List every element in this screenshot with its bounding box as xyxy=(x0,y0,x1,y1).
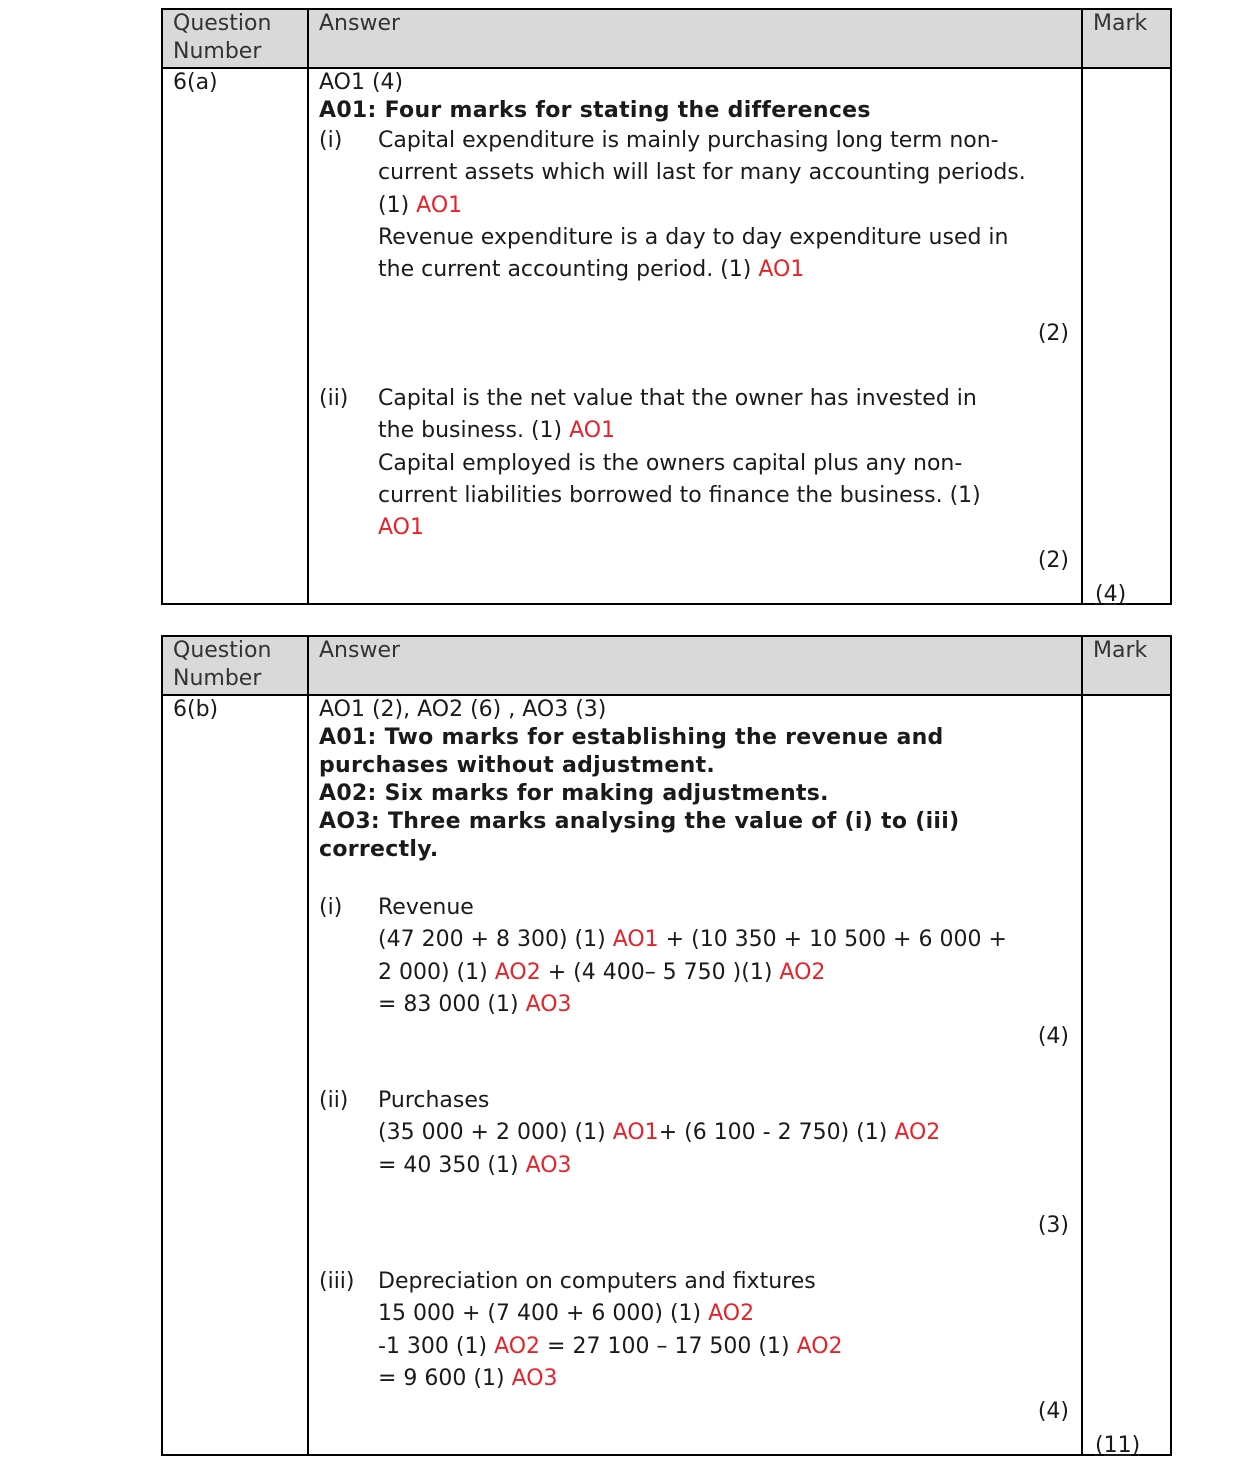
subtotal-marks: (4) xyxy=(1037,1024,1069,1049)
mark-cell xyxy=(1083,69,1170,605)
part-label: (iii) xyxy=(319,1269,355,1294)
total-marks: (4) xyxy=(1095,582,1127,607)
answer-text: Depreciation on computers and fixtures 15 000 + (7 400 + 6 000) (1) AO2 -1 300 (1) AO2 = 27 100 – 17 500 (1) AO2 = 9 600 (1) AO3 xyxy=(378,1269,843,1391)
question-number-header: Question Number xyxy=(163,637,309,694)
answer-text: Revenue (47 200 + 8 300) (1) AO1 + (10 350 + 10 500 + 6 000 + 2 000) (1) AO2 + (4 400– 5 750 )(1) AO2 = 83 000 (1) AO3 xyxy=(378,895,1007,1017)
answer-cell xyxy=(309,69,1083,605)
table-header xyxy=(163,637,1170,696)
question-number: 6(b) xyxy=(163,696,309,1456)
answer-header: Answer xyxy=(309,637,1083,694)
mark-header: Mark xyxy=(1093,638,1148,663)
ao-guidance: A01: Two marks for establishing the revenue and purchases without adjustment. A02: Six marks for making adjustments. AO3: Three marks analysing the value of (i) to (iii) correctly. xyxy=(319,725,960,862)
subtotal-marks: (3) xyxy=(1037,1213,1069,1238)
mark-scheme-table-6a xyxy=(161,8,1172,605)
ao-summary: AO1 (4) xyxy=(319,70,404,95)
mark-header: Mark xyxy=(1093,11,1148,36)
part-label: (ii) xyxy=(319,386,349,411)
answer-text: Capital is the net value that the owner has invested in the business. (1) AO1 Capital employed is the owners capital plus any non- current liabilities borrowed to finance the business. (1) AO1 xyxy=(378,386,981,541)
part-label: (i) xyxy=(319,128,343,153)
mark-cell xyxy=(1083,696,1170,1456)
subtotal-marks: (2) xyxy=(1037,548,1069,573)
question-number-header: Question Number xyxy=(163,10,309,67)
part-label: (i) xyxy=(319,895,343,920)
subtotal-marks: (2) xyxy=(1037,321,1069,346)
ao-guidance: A01: Four marks for stating the differences xyxy=(319,98,871,123)
total-marks: (11) xyxy=(1095,1433,1141,1458)
mark-scheme-table-6b xyxy=(161,635,1172,1456)
answer-header: Answer xyxy=(309,10,1083,67)
question-number: 6(a) xyxy=(163,69,309,605)
answer-text: Capital expenditure is mainly purchasing long term non- current assets which will last for many accounting periods. (1) AO1 Revenue expenditure is a day to day expenditure used in the current accounting period. (1) AO1 xyxy=(378,128,1026,283)
part-label: (ii) xyxy=(319,1088,349,1113)
ao-summary: AO1 (2), AO2 (6) , AO3 (3) xyxy=(319,697,607,722)
subtotal-marks: (4) xyxy=(1037,1399,1069,1424)
table-header xyxy=(163,10,1170,69)
answer-text: Purchases (35 000 + 2 000) (1) AO1+ (6 100 - 2 750) (1) AO2 = 40 350 (1) AO3 xyxy=(378,1088,941,1178)
answer-cell xyxy=(309,696,1083,1456)
